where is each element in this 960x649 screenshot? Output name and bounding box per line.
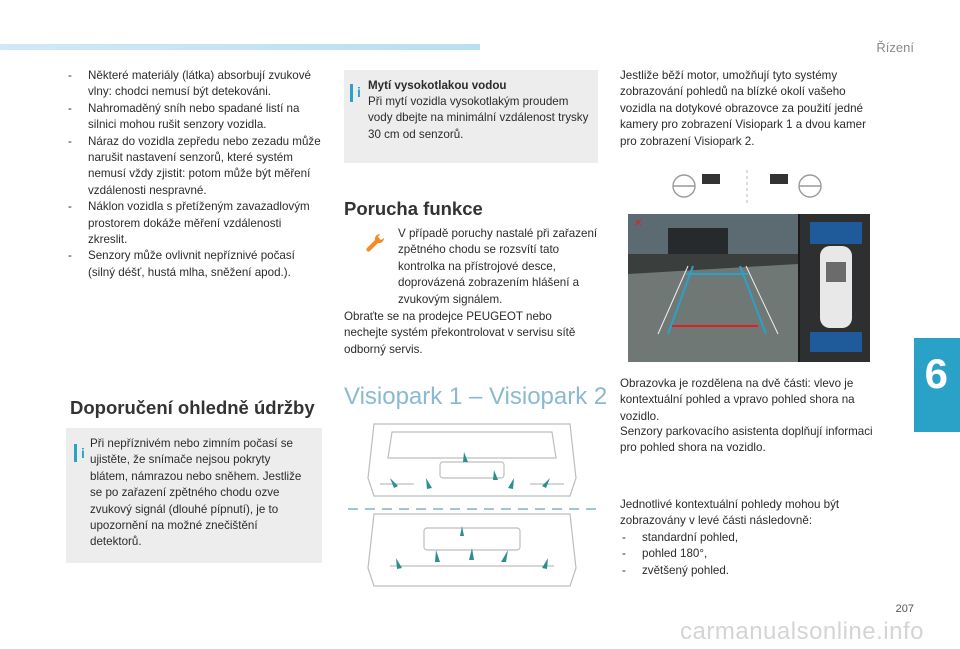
list-item: - Některé materiály (látka) absorbují zvukové vlny: chodci nemusí být detekováni. bbox=[66, 68, 322, 101]
intro-text: Jestliže běží motor, umožňují tyto systémy zobrazování pohledů na blízké okolí vašeho vozidla na dotykové obrazovce za použití jedné kamery pro zobrazení Visiopark 1 a dvou kamer pro zobrazení Visiopark 2. bbox=[620, 69, 866, 148]
views-list bbox=[620, 530, 882, 579]
list-item: - Náraz do vozidla zepředu nebo zezadu může narušit nastavení senzorů, které systém nemusí vždy zjistit: potom může být měření vzdálenosti nespravné. bbox=[66, 134, 322, 200]
info-icon: i bbox=[357, 84, 361, 100]
visiopark-heading: Visiopark 1 – Visiopark 2 bbox=[344, 383, 608, 410]
visiopark-screen-illustration bbox=[628, 214, 870, 362]
wash-text: Při mytí vozidla vysokotlakým proudem vody dbejte na minimální vzdálenost trysky 30 cm od senzorů. bbox=[368, 95, 589, 141]
maintenance-text: Při nepříznivém nebo zimním počasí se ujistěte, že snímače nejsou pokryty blátem, námrazou nebo sněhem. Jestliže se po zařazení zpětného chodu ozve zvukový signál (dlouhé pípnutí), je to upozornění na možné znečištění detektorů. bbox=[90, 437, 302, 549]
header-accent-bar bbox=[0, 44, 480, 50]
malfunction-text: V případě poruchy nastalé při zařazení zpětného chodu se rozsvítí tato kontrolka na přístrojové desce, doprovázená zobrazením hlášení a zvukovým signálem. bbox=[398, 227, 598, 306]
camera-location-icons bbox=[662, 168, 832, 206]
sensor-location-diagram bbox=[344, 418, 600, 596]
assist-text: Senzory parkovacího asistenta doplňují informaci pro pohled shora na vozidlo. bbox=[620, 425, 873, 455]
screen-text: Obrazovka je rozdělena na dvě části: vlevo je kontextuální pohled a vpravo pohled shora na vozidlo. bbox=[620, 377, 855, 423]
info-marker bbox=[350, 84, 353, 102]
limitations-list bbox=[66, 68, 322, 281]
section-title: Řízení bbox=[876, 40, 914, 55]
svg-text:✕: ✕ bbox=[634, 218, 643, 229]
page-number: 207 bbox=[895, 603, 914, 615]
watermark: carmanualsonline.info bbox=[680, 618, 924, 645]
views-intro: Jednotlivé kontextuální pohledy mohou být zobrazovány v levé části následovně: bbox=[620, 498, 840, 528]
list-item: - pohled 180°, bbox=[620, 546, 882, 562]
list-item: - zvětšený pohled. bbox=[620, 563, 882, 579]
wrench-warning-icon bbox=[364, 232, 386, 254]
list-item: - standardní pohled, bbox=[620, 530, 882, 546]
malfunction-heading: Porucha funkce bbox=[344, 198, 483, 219]
dealer-text: Obraťte se na prodejce PEUGEOT nebo nechejte systém překontrolovat v servisu sítě odborný servis. bbox=[344, 310, 576, 356]
info-marker bbox=[74, 444, 77, 462]
list-item: - Náklon vozidla s přetíženým zavazadlovým prostorem dokáže měření vzdálenosti zkreslit. bbox=[66, 199, 322, 248]
list-item: - Senzory může ovlivnit nepříznivé počasí (silný déšť, hustá mlha, sněžení apod.). bbox=[66, 248, 322, 281]
chapter-number: 6 bbox=[924, 350, 948, 397]
wash-info-box bbox=[344, 70, 598, 163]
info-icon: i bbox=[81, 445, 85, 461]
maintenance-info-box bbox=[66, 428, 322, 563]
camera-view bbox=[628, 214, 870, 362]
maintenance-heading: Doporučení ohledně údržby bbox=[70, 397, 315, 418]
list-item: - Nahromaděný sníh nebo spadané listí na silnici mohou rušit senzory vozidla. bbox=[66, 101, 322, 134]
wash-title: Mytí vysokotlakou vodou bbox=[368, 79, 507, 92]
